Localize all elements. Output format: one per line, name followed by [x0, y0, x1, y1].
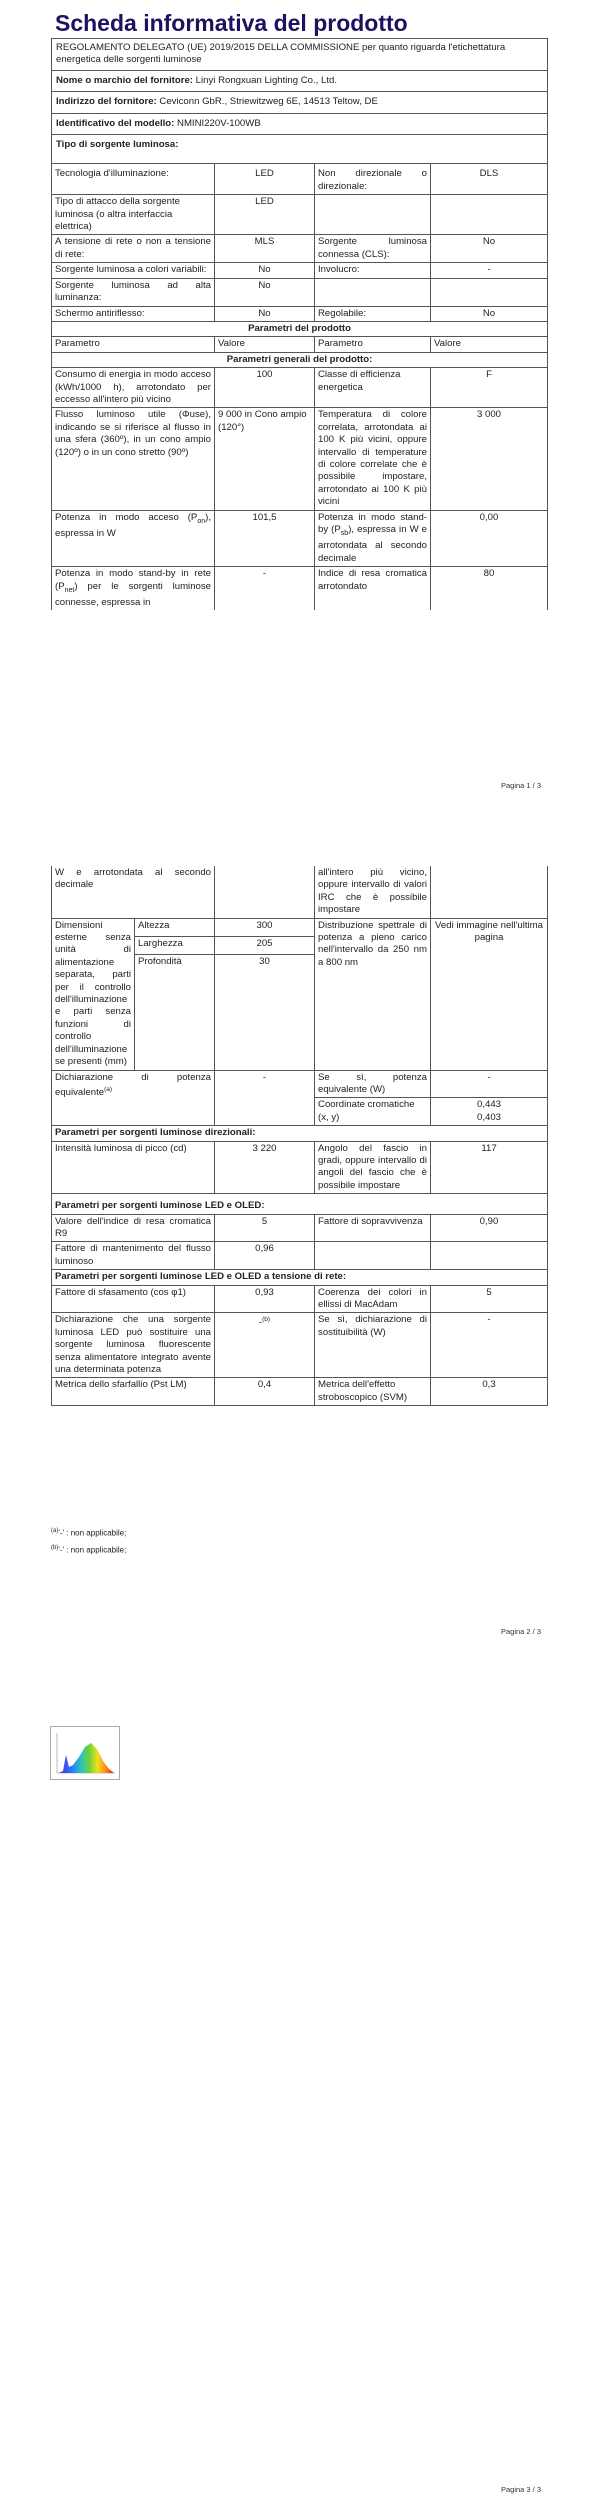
repl-value: -$^{(b)}$: [215, 1313, 315, 1378]
psb-value: 0,00: [431, 510, 548, 567]
beam-value: 117: [431, 1141, 548, 1194]
eqw-value: -: [431, 1070, 548, 1098]
eqp-label: Dichiarazione di potenza equivalente$^{(a)}$: [52, 1070, 215, 1126]
colour-label: Sorgente luminosa a colori variabili:: [52, 263, 215, 278]
tech-value: LED: [215, 164, 315, 195]
params-title: Parametri del prodotto: [52, 321, 548, 336]
col-value-1: Valore: [215, 337, 315, 352]
footnote-b: $^{(b)}$'-' : non applicabile;: [51, 1545, 127, 1555]
mains-label: A tensione di rete o non a tensione di rete:: [52, 235, 215, 263]
info-table: [51, 38, 548, 610]
page-title: Scheda informativa del prodotto: [55, 10, 408, 36]
depth-label: Profondità: [135, 954, 215, 1070]
envelope-value: -: [431, 263, 548, 278]
replw-value: -: [431, 1313, 548, 1378]
spectrum-graphic: [51, 1727, 119, 1779]
pon-label: Potenza in modo acceso $(P_{on})$, espressa in W: [52, 510, 215, 567]
cap-value: LED: [215, 195, 315, 235]
spd-value: Vedi immagine nell'ultima pagina: [431, 918, 548, 1070]
depth-value: 30: [215, 954, 315, 1070]
supplier-name: Linyi Rongxuan Lighting Co., Ltd.: [195, 74, 338, 86]
cct-value: 3 000: [431, 408, 548, 510]
page-number-3: Pagina 3 / 3: [500, 2485, 541, 2494]
energy-label: Consumo di energia in modo acceso (kWh/1000 h), arrotondato per eccesso all'intero più vicino: [52, 368, 215, 408]
width-label: Larghezza: [135, 936, 215, 954]
col-value-2: Valore: [431, 337, 548, 352]
pf-label: Fattore di sfasamento (cos φ1): [52, 1285, 215, 1313]
general-title: Parametri generali del prodotto:: [52, 352, 548, 367]
shield-value: No: [215, 306, 315, 321]
colour-value: No: [215, 263, 315, 278]
pnet-value: -: [215, 567, 315, 611]
page-number-2: Pagina 2 / 3: [500, 1627, 541, 1636]
regulation-text: REGOLAMENTO DELEGATO (UE) 2019/2015 DELLA COMMISSIONE per quanto riguarda l'etichettatura energetica delle sorgenti luminose: [52, 39, 548, 71]
tech-label: Tecnologia d'illuminazione:: [52, 164, 215, 195]
flux-label: Flusso luminoso utile (Φuse), indicando se si riferisce al flusso in una sfera (360º), in un cono ampio (120º) o in un cono stretto (90º): [52, 408, 215, 510]
surv-value: 0,90: [431, 1214, 548, 1242]
led-title: Parametri per sorgenti luminose LED e OLED:: [52, 1194, 548, 1214]
mac-value: 5: [431, 1285, 548, 1313]
pnet-label: Potenza in modo stand-by in rete $(P_{net})$ per le sorgenti luminose connesse, espressa in: [52, 567, 215, 611]
supplier-address: Ceviconn GbR., Striewitzweg 6E, 14513 Teltow, DE: [159, 96, 378, 108]
shield-label: Schermo antiriflesso:: [52, 306, 215, 321]
col-param-2: Parametro: [315, 337, 431, 352]
dimm-value: No: [431, 306, 548, 321]
r9-label: Valore dell'indice di resa cromatica R9: [52, 1214, 215, 1242]
spd-label: Distribuzione spettrale di potenza a pieno carico nell'intervallo da 250 nm a 800 nm: [315, 918, 431, 1070]
psb-label: Potenza in modo stand-by $(P_{sb})$, espressa in W e arrotondata al secondo decimale: [315, 510, 431, 567]
height-label: Altezza: [135, 918, 215, 936]
flux-value: 9 000 in Cono ampio (120°): [215, 408, 315, 510]
width-value: 205: [215, 936, 315, 954]
nondir-value: DLS: [431, 164, 548, 195]
supplier-name-label: Nome o marchio del fornitore:: [56, 74, 193, 86]
svm-value: 0,3: [431, 1378, 548, 1406]
cap-label: Tipo di attacco della sorgente luminosa (o altra interfaccia elettrica): [52, 195, 215, 235]
cri-value: 80: [431, 567, 548, 611]
repl-label: Dichiarazione che una sorgente luminosa LED può sostituire una sorgente luminosa fluorescente senza alimentatore integrato avente una determinata potenza: [52, 1313, 215, 1378]
supplier-address-label: Indirizzo del fornitore:: [56, 96, 157, 108]
pf-value: 0,93: [215, 1285, 315, 1313]
eqw-label: Se sì, potenza equivalente (W): [315, 1070, 431, 1098]
maint-label: Fattore di mantenimento del flusso luminoso: [52, 1242, 215, 1270]
y-value: 0,403: [477, 1111, 502, 1123]
mains-value: MLS: [215, 235, 315, 263]
nondir-label: Non direzionale o direzionale:: [315, 164, 431, 195]
pnet-label-cont: W e arrotondata al secondo decimale: [52, 866, 215, 918]
eqp-value: -: [215, 1070, 315, 1126]
model-id: NMINI220V-100WB: [177, 117, 261, 129]
svm-label: Metrica dell'effetto stroboscopico (SVM): [315, 1378, 431, 1406]
pon-value: 101,5: [215, 510, 315, 567]
hlum-value: No: [215, 278, 315, 306]
cri-label-cont: all'intero più vicino, oppure intervallo di valori IRC che è possibile impostare: [315, 866, 431, 918]
energy-value: 100: [215, 368, 315, 408]
r9-value: 5: [215, 1214, 315, 1242]
page-2: [51, 866, 547, 1406]
footnote-a: $^{(a)}$'-' : non applicabile;: [51, 1528, 127, 1538]
spectral-distribution-image: [50, 1726, 120, 1780]
connected-label: Sorgente luminosa connessa (CLS):: [315, 235, 431, 263]
peak-label: Intensità luminosa di picco (cd): [52, 1141, 215, 1194]
xy-label: Coordinate cromatiche (x, y): [315, 1098, 431, 1126]
mains-title: Parametri per sorgenti luminose LED e OLED a tensione di rete:: [52, 1270, 548, 1285]
class-label: Classe di efficienza energetica: [315, 368, 431, 408]
pst-label: Metrica dello sfarfallio (Pst LM): [52, 1378, 215, 1406]
replw-label: Se sì, dichiarazione di sostituibilità (W): [315, 1313, 431, 1378]
class-value: F: [431, 368, 548, 408]
x-value: 0,443: [477, 1099, 502, 1111]
pst-value: 0,4: [215, 1378, 315, 1406]
cri-label: Indice di resa cromatica arrotondato: [315, 567, 431, 611]
connected-value: No: [431, 235, 548, 263]
cct-label: Temperatura di colore correlata, arrotondata ai 100 K più vicini, oppure intervallo di temperature di colore correlate che è possibile impostare, arrotondato ai 100 K più vicini: [315, 408, 431, 510]
beam-label: Angolo del fascio in gradi, oppure intervallo di angoli del fascio che è possibile impostare: [315, 1141, 431, 1194]
params-table-continued: [51, 866, 548, 1406]
source-type-label: Tipo di sorgente luminosa:: [52, 135, 548, 164]
envelope-label: Involucro:: [315, 263, 431, 278]
maint-value: 0,96: [215, 1242, 315, 1270]
dims-label: Dimensioni esterne senza unità di alimentazione separata, parti per il controllo dell'illuminazione e parti senza funzioni di controllo dell'illuminazione se presenti (mm): [52, 918, 135, 1070]
peak-value: 3 220: [215, 1141, 315, 1194]
hlum-label: Sorgente luminosa ad alta luminanza:: [52, 278, 215, 306]
model-label: Identificativo del modello:: [56, 117, 175, 129]
height-value: 300: [215, 918, 315, 936]
page-number-1: Pagina 1 / 3: [500, 781, 541, 790]
page-1: [51, 8, 547, 610]
dimm-label: Regolabile:: [315, 306, 431, 321]
surv-label: Fattore di sopravvivenza: [315, 1214, 431, 1242]
dir-title: Parametri per sorgenti luminose direzionali:: [52, 1126, 548, 1141]
col-param-1: Parametro: [52, 337, 215, 352]
mac-label: Coerenza dei colori in ellissi di MacAdam: [315, 1285, 431, 1313]
